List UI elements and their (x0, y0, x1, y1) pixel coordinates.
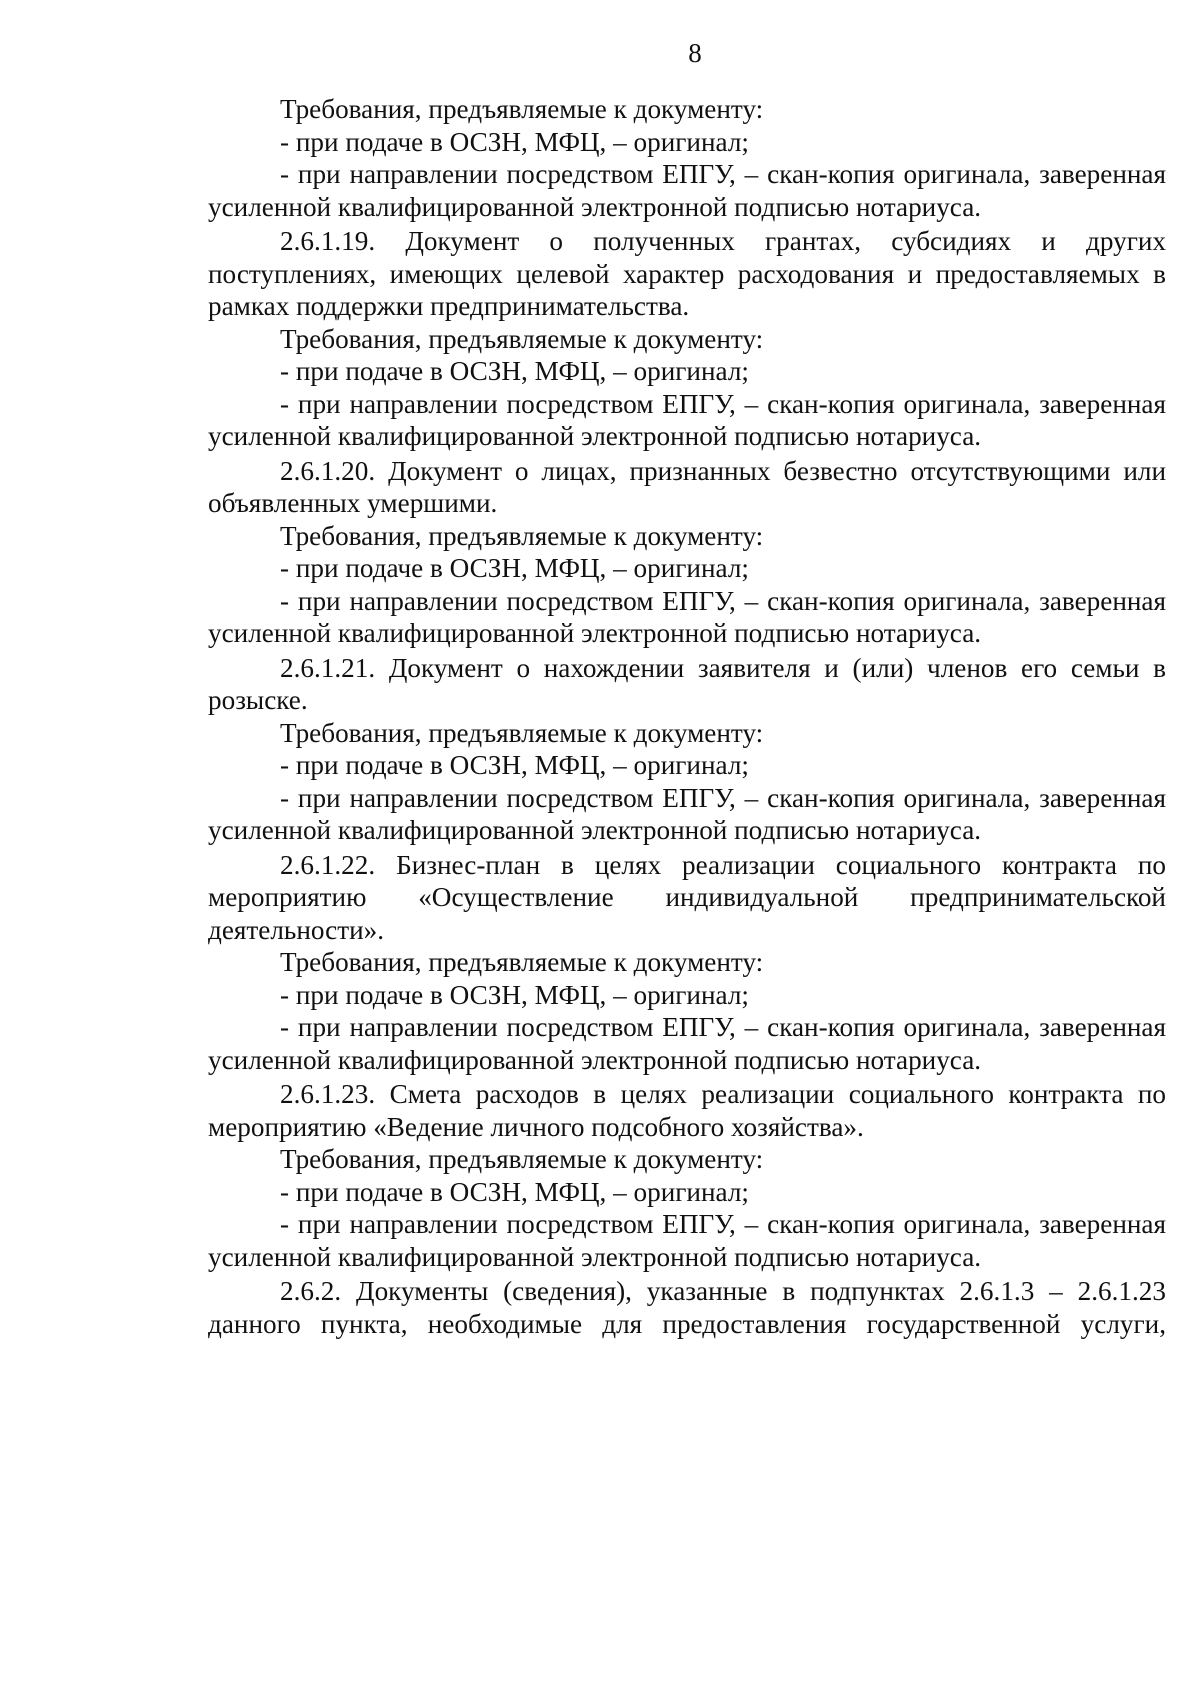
intro-requirements (208, 93, 1166, 223)
requirement-office: - при подаче в ОСЗН, МФЦ, – оригинал; (280, 553, 749, 583)
section-2-6-1-22 (208, 849, 1166, 1077)
requirement-epgu: - при направлении посредством ЕПГУ, – скан-копия оригинала, заверенная усиленной квалифицированной электронной подписью нотариуса. (208, 388, 1166, 451)
requirement-office: - при подаче в ОСЗН, МФЦ, – оригинал; (280, 750, 749, 780)
requirements-title: Требования, предъявляемые к документу: (280, 323, 764, 354)
requirement-office: - при подаче в ОСЗН, МФЦ, – оригинал; (280, 1176, 749, 1207)
section-paragraph (208, 455, 1166, 520)
requirements-title: Требования, предъявляемые к документу: (280, 947, 764, 977)
requirement-office: - при подаче в ОСЗН, МФЦ, – оригинал; (280, 126, 749, 157)
section-text: Смета расходов в целях реализации социального контракта по мероприятию «Ведение личного подсобного хозяйства». (208, 1079, 1167, 1142)
requirement-epgu: - при направлении посредством ЕПГУ, – скан-копия оригинала, заверенная усиленной квалифицированной электронной подписью нотариуса. (208, 159, 1166, 222)
section-number: 2.6.1.20. (280, 455, 376, 486)
document-body (208, 93, 1166, 1340)
requirement-epgu: - при направлении посредством ЕПГУ, – скан-копия оригинала, заверенная усиленной квалифицированной электронной подписью нотариуса. (208, 1209, 1166, 1272)
section-text: Документ о полученных грантах, субсидиях и других поступлениях, имеющих целевой характер расходования и предоставляемых в рамках поддержки предпринимательства. (208, 226, 1166, 321)
section-2-6-2 (208, 1275, 1166, 1340)
section-text: Документы (сведения), указанные в подпунктах 2.6.1.3 – 2.6.1.23 данного пункта, необходимые для предоставления государственной услуги, (208, 1276, 1166, 1339)
requirement-epgu: - при направлении посредством ЕПГУ, – скан-копия оригинала, заверенная усиленной квалифицированной электронной подписью нотариуса. (208, 585, 1166, 648)
requirement-office: - при подаче в ОСЗН, МФЦ, – оригинал; (280, 356, 749, 386)
requirements-title: Требования, предъявляемые к документу: (280, 94, 764, 124)
section-number: 2.6.2. (280, 1276, 342, 1306)
section-paragraph (208, 849, 1166, 947)
section-number: 2.6.1.19. (280, 226, 376, 256)
section-text: Бизнес-план в целях реализации социального контракта по мероприятию «Осуществление индивидуальной предпринимательской деятельности». (208, 849, 1166, 945)
page-number: 8 (688, 38, 702, 68)
section-2-6-1-23 (208, 1078, 1166, 1273)
section-paragraph (208, 1078, 1166, 1143)
section-text: Документ о лицах, признанных безвестно отсутствующими или объявленных умершими. (208, 455, 1166, 518)
section-paragraph (208, 652, 1166, 717)
requirements-title: Требования, предъявляемые к документу: (280, 1144, 764, 1174)
requirements-title: Требования, предъявляемые к документу: (280, 717, 764, 748)
section-text: Документ о нахождении заявителя и (или) членов его семьи в розыске. (208, 652, 1166, 715)
requirement-epgu: - при направлении посредством ЕПГУ, – скан-копия оригинала, заверенная усиленной квалифицированной электронной подписью нотариуса. (208, 1012, 1166, 1075)
section-2-6-1-21 (208, 652, 1166, 847)
requirements-title: Требования, предъявляемые к документу: (280, 520, 764, 551)
section-2-6-1-20 (208, 455, 1166, 650)
requirement-office: - при подаче в ОСЗН, МФЦ, – оригинал; (280, 979, 749, 1010)
section-number: 2.6.1.22. (280, 849, 376, 880)
section-number: 2.6.1.23. (280, 1079, 376, 1109)
requirement-epgu: - при направлении посредством ЕПГУ, – скан-копия оригинала, заверенная усиленной квалифицированной электронной подписью нотариуса. (208, 782, 1166, 845)
section-paragraph (208, 225, 1166, 323)
section-number: 2.6.1.21. (280, 652, 376, 683)
section-paragraph (208, 1275, 1166, 1340)
section-2-6-1-19 (208, 225, 1166, 453)
